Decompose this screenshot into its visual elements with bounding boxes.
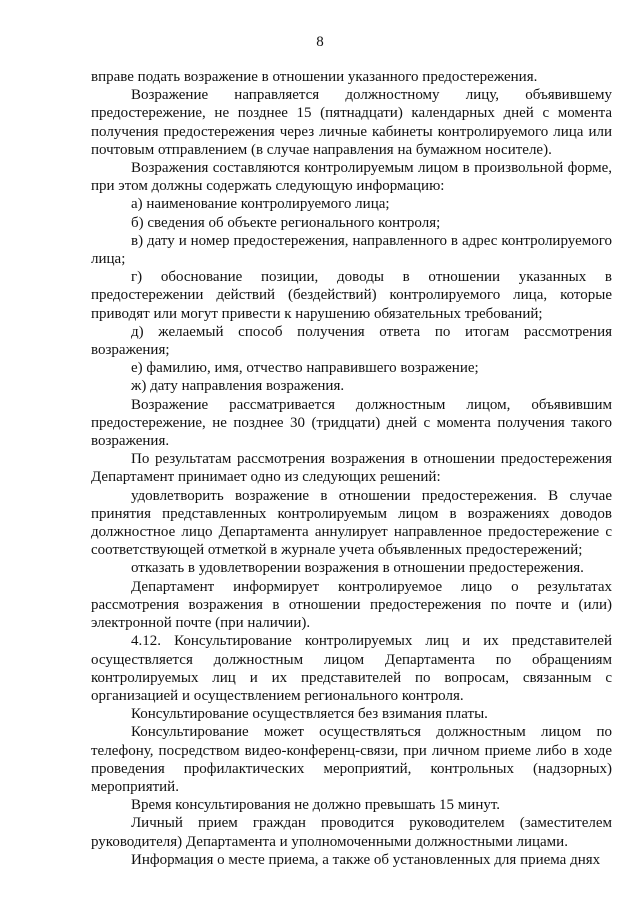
paragraph: Информация о месте приема, а также об установленных для приема днях — [131, 851, 601, 868]
page-number: 8 — [316, 34, 324, 50]
list-item: в) дату и номер предостережения, направленного в адрес контролируемого лица; — [91, 232, 612, 268]
section-paragraph: 4.12. Консультирование контролируемых лиц и их представителей осуществляется должностным лицом Департамента по обращениям контролируемых лиц и их представителей по вопросам, связанным с организацией и осуществлением регионального контроля. — [91, 633, 612, 704]
paragraph: Личный прием граждан проводится руководителем (заместителем руководителя) Департамента и уполномоченными должностными лицами. — [91, 815, 612, 850]
paragraph: удовлетворить возражение в отношении предостережения. В случае принятия представленных контролируемым лицом в возражениях доводов должностное лицо Департамента аннулирует направленное предостережение с соответствующей отметкой в журнале учета объявленных предостережений; — [91, 487, 612, 559]
paragraph: вправе подать возражение в отношении указанного предостережения. — [91, 69, 538, 85]
paragraph: Возражение рассматривается должностным лицом, объявившим предостережение, не позднее 30 (тридцати) дней с момента получения такого возражения. — [91, 396, 612, 450]
paragraph: отказать в удовлетворении возражения в отношении предостережения. — [131, 560, 584, 577]
paragraph: По результатам рассмотрения возражения в отношении предостережения Департамент принимает одно из следующих решений: — [91, 451, 612, 486]
paragraph: Департамент информирует контролируемое лицо о результатах рассмотрения возражения в отношении предостережения по почте и (или) электронной почте (при наличии). — [91, 578, 612, 632]
list-item: а) наименование контролируемого лица; — [131, 196, 390, 213]
paragraph: Консультирование может осуществляться должностным лицом по телефону, посредством видео-конференц-связи, при личном приеме либо в ходе проведения профилактических мероприятий, контрольных (надзорных) мероприятий. — [91, 724, 612, 795]
list-item: е) фамилию, имя, отчество направившего возражение; — [131, 360, 479, 377]
list-item: б) сведения об объекте регионального контроля; — [131, 214, 441, 231]
paragraph: Время консультирования не должно превышать 15 минут. — [131, 797, 501, 814]
list-item: ж) дату направления возражения. — [131, 378, 345, 395]
paragraph: Возражения составляются контролируемым лицом в произвольной форме, при этом должны содержать следующую информацию: — [91, 160, 612, 195]
list-item: д) желаемый способ получения ответа по итогам рассмотрения возражения; — [91, 323, 612, 359]
paragraph: Возражение направляется должностному лицу, объявившему предостережение, не позднее 15 (пятнадцати) календарных дней с момента получения предостережения через личные кабинеты контролируемого лица или почтовым отправлением (в случае направления на бумажном носителе). — [91, 87, 612, 158]
list-item: г) обоснование позиции, доводы в отношении указанных в предостережении действий (бездействий) контролируемого лица, которые приводят или могут привести к нарушению обязательных требований; — [91, 269, 612, 322]
document-body — [91, 68, 612, 869]
paragraph: Консультирование осуществляется без взимания платы. — [131, 706, 488, 723]
